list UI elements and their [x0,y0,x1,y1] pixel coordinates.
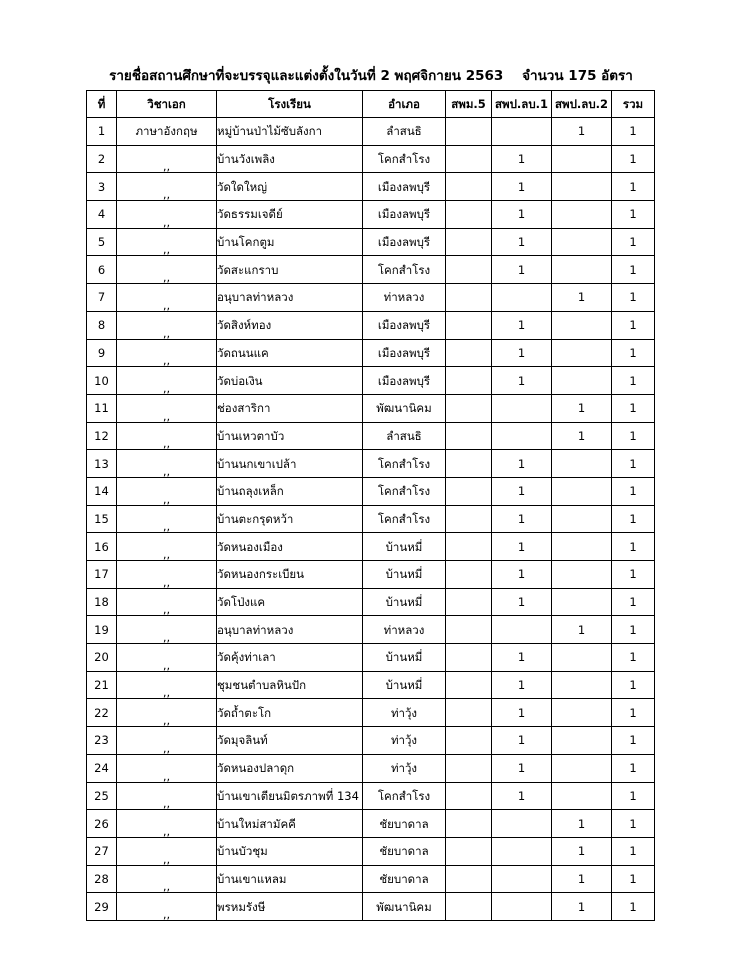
cell-school: หมู่บ้านป่าไม้ซับลังกา [217,118,363,146]
cell-major: ,, [117,505,217,533]
table-row [87,533,655,561]
table-row [87,422,655,450]
header-major: วิชาเอก [117,91,217,118]
cell-no: 23 [87,727,117,755]
cell-school: อนุบาลท่าหลวง [217,284,363,312]
cell-district: เมืองลพบุรี [363,311,446,339]
cell-district: บ้านหมี่ [363,671,446,699]
cell-district: โคกสำโรง [363,477,446,505]
cell-school: วัดธรรมเจดีย์ [217,201,363,229]
table-row [87,865,655,893]
cell-major: ,, [117,727,217,755]
cell-spp1 [492,284,552,312]
cell-school: ช่องสาริกา [217,394,363,422]
table-row [87,837,655,865]
cell-spm5 [446,422,492,450]
cell-major: ,, [117,173,217,201]
cell-spp1: 1 [492,699,552,727]
cell-spm5 [446,533,492,561]
cell-school: วัดโป่งแค [217,588,363,616]
cell-spp2 [552,228,612,256]
cell-spp1: 1 [492,588,552,616]
cell-spp2: 1 [552,422,612,450]
cell-district: บ้านหมี่ [363,644,446,672]
cell-spp2 [552,727,612,755]
cell-spp1: 1 [492,533,552,561]
cell-no: 5 [87,228,117,256]
header-spp1: สพป.ลบ.1 [492,91,552,118]
cell-no: 18 [87,588,117,616]
table-row [87,145,655,173]
cell-no: 17 [87,561,117,589]
cell-district: ลำสนธิ [363,422,446,450]
table-row [87,173,655,201]
cell-school: บ้านเขาเตียนมิตรภาพที่ 134 [217,782,363,810]
cell-major: ,, [117,782,217,810]
table-row [87,339,655,367]
header-total: รวม [612,91,655,118]
cell-spp2 [552,173,612,201]
table-row [87,505,655,533]
table-row [87,367,655,395]
cell-no: 15 [87,505,117,533]
cell-no: 28 [87,865,117,893]
cell-total: 1 [612,837,655,865]
cell-total: 1 [612,256,655,284]
cell-district: ชัยบาดาล [363,865,446,893]
cell-school: วัดบ่อเงิน [217,367,363,395]
cell-spp2 [552,588,612,616]
cell-major: ,, [117,865,217,893]
cell-major: ,, [117,367,217,395]
table-row [87,561,655,589]
cell-district: ชัยบาดาล [363,837,446,865]
cell-total: 1 [612,450,655,478]
cell-school: บ้านตะกรุดหว้า [217,505,363,533]
cell-spm5 [446,837,492,865]
cell-no: 21 [87,671,117,699]
table-row [87,810,655,838]
cell-district: เมืองลพบุรี [363,339,446,367]
cell-no: 4 [87,201,117,229]
cell-spp1: 1 [492,339,552,367]
cell-spm5 [446,256,492,284]
cell-spm5 [446,865,492,893]
cell-spp2: 1 [552,810,612,838]
cell-no: 7 [87,284,117,312]
cell-no: 25 [87,782,117,810]
cell-school: อนุบาลท่าหลวง [217,616,363,644]
cell-major: ,, [117,588,217,616]
cell-major: ,, [117,561,217,589]
cell-spm5 [446,450,492,478]
cell-major: ,, [117,671,217,699]
cell-spm5 [446,699,492,727]
cell-spp1: 1 [492,367,552,395]
cell-spp1: 1 [492,256,552,284]
cell-spm5 [446,339,492,367]
cell-total: 1 [612,394,655,422]
table-row [87,284,655,312]
cell-total: 1 [612,644,655,672]
header-spp2: สพป.ลบ.2 [552,91,612,118]
cell-spp2 [552,699,612,727]
header-school: โรงเรียน [217,91,363,118]
header-no: ที่ [87,91,117,118]
table-header-row [87,91,655,118]
cell-spp1: 1 [492,561,552,589]
cell-spm5 [446,810,492,838]
cell-spp2: 1 [552,284,612,312]
cell-no: 3 [87,173,117,201]
cell-district: โคกสำโรง [363,782,446,810]
cell-spp1: 1 [492,782,552,810]
cell-total: 1 [612,284,655,312]
cell-spp1: 1 [492,477,552,505]
cell-spp1 [492,837,552,865]
cell-school: บ้านนกเขาเปล้า [217,450,363,478]
cell-district: โคกสำโรง [363,145,446,173]
cell-spp2 [552,505,612,533]
cell-district: บ้านหมี่ [363,533,446,561]
cell-school: พรหมรังษี [217,893,363,921]
cell-total: 1 [612,339,655,367]
table-row [87,699,655,727]
cell-total: 1 [612,671,655,699]
cell-no: 8 [87,311,117,339]
cell-spm5 [446,616,492,644]
cell-spm5 [446,561,492,589]
cell-spm5 [446,118,492,146]
cell-district: พัฒนานิคม [363,394,446,422]
cell-spm5 [446,367,492,395]
cell-no: 13 [87,450,117,478]
cell-spp2 [552,754,612,782]
cell-spp1: 1 [492,145,552,173]
cell-district: บ้านหมี่ [363,561,446,589]
title-main: รายชื่อสถานศึกษาที่จะบรรจุและแต่งตั้งในวันที่ 2 พฤศจิกายน 2563 [109,68,504,84]
cell-spm5 [446,145,492,173]
cell-no: 29 [87,893,117,921]
cell-no: 20 [87,644,117,672]
cell-no: 24 [87,754,117,782]
cell-district: ท่าวุ้ง [363,754,446,782]
cell-district: เมืองลพบุรี [363,173,446,201]
cell-school: บ้านวังเพลิง [217,145,363,173]
table-row [87,644,655,672]
cell-total: 1 [612,422,655,450]
cell-total: 1 [612,727,655,755]
cell-total: 1 [612,754,655,782]
table-row [87,588,655,616]
cell-total: 1 [612,228,655,256]
cell-school: วัดใดใหญ่ [217,173,363,201]
cell-spp1: 1 [492,173,552,201]
cell-school: วัดสิงห์ทอง [217,311,363,339]
cell-no: 10 [87,367,117,395]
cell-spm5 [446,727,492,755]
cell-spm5 [446,228,492,256]
cell-district: โคกสำโรง [363,256,446,284]
cell-total: 1 [612,311,655,339]
cell-school: วัดหนองกระเบียน [217,561,363,589]
table-row [87,201,655,229]
cell-spp2 [552,367,612,395]
cell-district: ท่าหลวง [363,284,446,312]
cell-spm5 [446,201,492,229]
table-body [87,118,655,921]
cell-spp1: 1 [492,727,552,755]
cell-school: วัดถ้ำตะโก [217,699,363,727]
cell-school: ชุมชนตำบลหินปัก [217,671,363,699]
cell-spp1 [492,616,552,644]
cell-spp2 [552,671,612,699]
table-row [87,311,655,339]
cell-major: ,, [117,394,217,422]
cell-major: ,, [117,810,217,838]
cell-major: ,, [117,228,217,256]
cell-spm5 [446,782,492,810]
cell-spp2 [552,145,612,173]
cell-spp2 [552,450,612,478]
cell-spp1 [492,118,552,146]
cell-district: ชัยบาดาล [363,810,446,838]
cell-school: วัดถนนแค [217,339,363,367]
table-row [87,256,655,284]
cell-no: 9 [87,339,117,367]
cell-spp1: 1 [492,505,552,533]
cell-no: 16 [87,533,117,561]
table-row [87,782,655,810]
cell-no: 27 [87,837,117,865]
cell-spp2: 1 [552,394,612,422]
cell-no: 22 [87,699,117,727]
cell-district: ท่าวุ้ง [363,699,446,727]
cell-spm5 [446,311,492,339]
cell-spm5 [446,671,492,699]
cell-district: เมืองลพบุรี [363,367,446,395]
cell-total: 1 [612,561,655,589]
cell-district: เมืองลพบุรี [363,228,446,256]
table-row [87,394,655,422]
cell-spp2 [552,339,612,367]
table-row [87,893,655,921]
cell-school: วัดคุ้งท่าเลา [217,644,363,672]
cell-total: 1 [612,865,655,893]
cell-school: บ้านบัวชุม [217,837,363,865]
cell-spm5 [446,505,492,533]
cell-major: ,, [117,893,217,921]
cell-total: 1 [612,145,655,173]
cell-school: บ้านเขาแหลม [217,865,363,893]
cell-spm5 [446,893,492,921]
cell-district: พัฒนานิคม [363,893,446,921]
table-row [87,450,655,478]
cell-district: บ้านหมี่ [363,588,446,616]
cell-spp1: 1 [492,450,552,478]
cell-spm5 [446,173,492,201]
cell-spp2 [552,533,612,561]
cell-spp1: 1 [492,644,552,672]
cell-spp2: 1 [552,865,612,893]
cell-total: 1 [612,367,655,395]
cell-spp2: 1 [552,837,612,865]
cell-spp2 [552,201,612,229]
cell-major: ,, [117,699,217,727]
cell-total: 1 [612,505,655,533]
cell-major: ,, [117,339,217,367]
cell-district: โคกสำโรง [363,505,446,533]
cell-total: 1 [612,588,655,616]
cell-school: วัดหนองปลาดุก [217,754,363,782]
cell-district: ท่าวุ้ง [363,727,446,755]
cell-school: วัดมุจลินท์ [217,727,363,755]
cell-spm5 [446,644,492,672]
cell-total: 1 [612,782,655,810]
header-district: อำเภอ [363,91,446,118]
cell-school: บ้านโคกตูม [217,228,363,256]
cell-spp1: 1 [492,201,552,229]
title-count: จำนวน 175 อัตรา [522,68,633,84]
cell-spp1: 1 [492,754,552,782]
table-row [87,118,655,146]
cell-school: บ้านถลุงเหล็ก [217,477,363,505]
cell-spm5 [446,477,492,505]
table-row [87,477,655,505]
cell-no: 14 [87,477,117,505]
cell-school: วัดสะแกราบ [217,256,363,284]
cell-major: ,, [117,616,217,644]
cell-major: ,, [117,837,217,865]
cell-no: 11 [87,394,117,422]
cell-spp1: 1 [492,671,552,699]
cell-major: ,, [117,145,217,173]
cell-spm5 [446,394,492,422]
cell-major: ,, [117,284,217,312]
cell-spp1 [492,422,552,450]
cell-total: 1 [612,173,655,201]
cell-spp2: 1 [552,893,612,921]
cell-total: 1 [612,533,655,561]
cell-no: 19 [87,616,117,644]
cell-spm5 [446,284,492,312]
cell-major: ,, [117,256,217,284]
school-table [86,90,655,921]
cell-no: 12 [87,422,117,450]
cell-spp2 [552,782,612,810]
cell-spm5 [446,588,492,616]
cell-school: บ้านเหวตาบัว [217,422,363,450]
cell-school: บ้านใหม่สามัคคี [217,810,363,838]
cell-spp2 [552,644,612,672]
cell-spp1 [492,810,552,838]
cell-district: ลำสนธิ [363,118,446,146]
document-title [0,64,742,86]
cell-spp1: 1 [492,311,552,339]
cell-major: ,, [117,754,217,782]
cell-major: ,, [117,422,217,450]
cell-school: วัดหนองเมือง [217,533,363,561]
cell-no: 6 [87,256,117,284]
cell-spp2: 1 [552,616,612,644]
cell-major: ,, [117,450,217,478]
cell-major: ภาษาอังกฤษ [117,118,217,146]
table-row [87,671,655,699]
cell-total: 1 [612,118,655,146]
cell-total: 1 [612,201,655,229]
cell-spp1: 1 [492,228,552,256]
cell-spp1 [492,893,552,921]
cell-total: 1 [612,810,655,838]
cell-spp2 [552,561,612,589]
cell-spp2 [552,256,612,284]
cell-no: 1 [87,118,117,146]
cell-spp1 [492,394,552,422]
cell-total: 1 [612,893,655,921]
cell-district: ท่าหลวง [363,616,446,644]
cell-spm5 [446,754,492,782]
cell-major: ,, [117,311,217,339]
cell-major: ,, [117,201,217,229]
table-row [87,754,655,782]
cell-total: 1 [612,477,655,505]
cell-major: ,, [117,477,217,505]
cell-district: โคกสำโรง [363,450,446,478]
cell-spp2 [552,311,612,339]
cell-no: 26 [87,810,117,838]
table-row [87,727,655,755]
cell-major: ,, [117,644,217,672]
table-row [87,616,655,644]
cell-major: ,, [117,533,217,561]
header-spm5: สพม.5 [446,91,492,118]
cell-spp1 [492,865,552,893]
cell-total: 1 [612,616,655,644]
cell-spp2 [552,477,612,505]
cell-spp2: 1 [552,118,612,146]
cell-total: 1 [612,699,655,727]
table-row [87,228,655,256]
cell-district: เมืองลพบุรี [363,201,446,229]
cell-no: 2 [87,145,117,173]
